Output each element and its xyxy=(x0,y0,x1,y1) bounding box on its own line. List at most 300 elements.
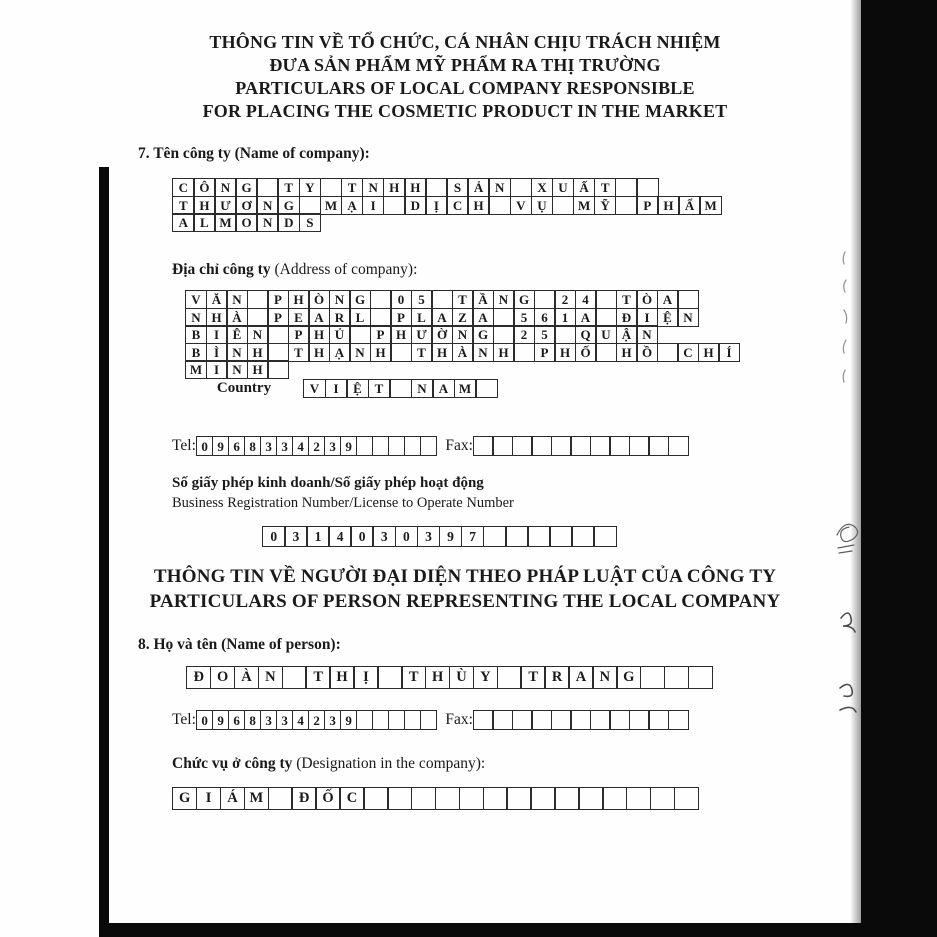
char-cell: C xyxy=(172,178,195,197)
char-cell: Ủ xyxy=(329,325,351,344)
char-cell: V xyxy=(185,290,207,309)
empty-cell xyxy=(570,436,591,456)
designation-grid xyxy=(172,787,699,810)
char-cell: Ạ xyxy=(329,343,351,362)
char-cell: P xyxy=(636,196,659,215)
empty-cell xyxy=(420,710,438,730)
char-cell: I xyxy=(206,325,228,344)
char-row xyxy=(185,325,740,344)
char-cell: N xyxy=(472,343,494,362)
char-cell: T xyxy=(341,178,364,197)
char-row xyxy=(172,196,722,215)
char-cell: Ê xyxy=(226,325,248,344)
empty-cell xyxy=(570,710,591,730)
company-fax-label: Fax: xyxy=(445,437,473,454)
empty-cell xyxy=(388,710,406,730)
person-fax-label: Fax: xyxy=(445,711,473,728)
char-cell: I xyxy=(206,360,228,379)
char-cell: T xyxy=(452,290,474,309)
char-cell: G xyxy=(235,178,258,197)
person-tel-label: Tel: xyxy=(172,711,196,728)
char-row xyxy=(172,213,722,232)
char-cell: 2 xyxy=(554,290,576,309)
char-cell: Ả xyxy=(467,178,490,197)
empty-cell xyxy=(595,290,617,309)
char-cell: I xyxy=(362,196,385,215)
char-cell: H xyxy=(657,196,680,215)
char-cell: H xyxy=(390,325,412,344)
empty-cell xyxy=(677,290,699,309)
empty-cell xyxy=(372,710,390,730)
char-cell: 0 xyxy=(395,526,419,547)
char-cell: Ấ xyxy=(573,178,596,197)
char-cell: T xyxy=(368,379,391,398)
char-cell: S xyxy=(299,213,322,232)
char-cell: M xyxy=(699,196,722,215)
empty-cell xyxy=(668,436,689,456)
company-name-label-vi: 7. Tên công ty xyxy=(138,145,231,162)
char-cell: P xyxy=(267,308,289,327)
char-cell: V xyxy=(303,379,326,398)
empty-cell xyxy=(510,178,533,197)
representative-heading-en: PARTICULARS OF PERSON REPRESENTING THE LOCAL COMPANY xyxy=(149,590,781,612)
char-cell: 4 xyxy=(292,436,310,456)
char-cell: P xyxy=(534,343,556,362)
empty-cell xyxy=(531,710,552,730)
empty-cell xyxy=(648,436,669,456)
char-cell: Ư xyxy=(411,325,433,344)
char-cell: À xyxy=(234,666,259,689)
char-cell: B xyxy=(185,343,207,362)
form-title-line-en-2: FOR PLACING THE COSMETIC PRODUCT IN THE MARKET xyxy=(202,101,728,121)
char-cell: 3 xyxy=(260,436,278,456)
empty-cell xyxy=(530,787,555,810)
char-cell: M xyxy=(244,787,269,810)
char-cell: N xyxy=(636,325,658,344)
designation-label xyxy=(172,755,485,773)
char-cell: V xyxy=(510,196,533,215)
empty-cell xyxy=(389,379,412,398)
char-cell: N xyxy=(258,666,283,689)
char-row xyxy=(196,710,438,730)
scan-left-bar xyxy=(99,167,109,937)
char-cell: Í xyxy=(718,343,740,362)
char-cell: E xyxy=(288,308,310,327)
char-cell: T xyxy=(305,666,330,689)
char-cell: 1 xyxy=(554,308,576,327)
char-cell: I xyxy=(196,787,221,810)
margin-squiggle-1 xyxy=(841,613,855,632)
char-cell: Ệ xyxy=(657,308,679,327)
char-cell: D xyxy=(277,213,300,232)
char-cell: C xyxy=(677,343,699,362)
char-cell: Ù xyxy=(449,666,474,689)
char-cell: H xyxy=(493,343,515,362)
representative-heading-vi: THÔNG TIN VỀ NGƯỜI ĐẠI DIỆN THEO PHÁP LUẬT CỦA CÔNG TY xyxy=(153,566,777,587)
company-name-grid xyxy=(172,178,722,232)
empty-cell xyxy=(590,436,611,456)
char-cell: I xyxy=(636,308,658,327)
char-cell: Ụ xyxy=(531,196,554,215)
empty-cell xyxy=(349,325,371,344)
char-cell: À xyxy=(226,308,248,327)
char-cell: A xyxy=(431,308,453,327)
person-name-label xyxy=(138,636,341,654)
char-cell: Ố xyxy=(575,343,597,362)
char-cell: 1 xyxy=(306,526,330,547)
char-cell: T xyxy=(520,666,545,689)
empty-cell xyxy=(493,308,515,327)
char-cell: O xyxy=(210,666,235,689)
empty-cell xyxy=(551,436,572,456)
char-cell: 8 xyxy=(244,436,262,456)
empty-cell xyxy=(626,787,651,810)
char-cell: H xyxy=(431,343,453,362)
char-cell: Ố xyxy=(315,787,340,810)
char-cell: 0 xyxy=(196,710,214,730)
person-name-label-en: (Name of person): xyxy=(217,636,341,653)
empty-cell xyxy=(609,710,630,730)
company-address-label xyxy=(172,261,417,279)
empty-cell xyxy=(268,787,293,810)
empty-cell xyxy=(492,710,513,730)
char-cell: 5 xyxy=(534,325,556,344)
char-row xyxy=(303,379,498,398)
empty-cell xyxy=(571,526,595,547)
empty-cell xyxy=(640,666,665,689)
char-cell: H xyxy=(206,308,228,327)
char-cell: N xyxy=(362,178,385,197)
char-cell: M xyxy=(185,360,207,379)
char-cell: G xyxy=(277,196,300,215)
empty-cell xyxy=(674,787,699,810)
char-cell: 3 xyxy=(324,436,342,456)
empty-cell xyxy=(387,787,412,810)
empty-cell xyxy=(534,290,556,309)
license-label-en: Business Registration Number/License to Operate Number xyxy=(172,494,514,511)
char-cell: M xyxy=(214,213,237,232)
char-row xyxy=(473,710,689,730)
char-cell: Ô xyxy=(193,178,216,197)
char-cell: Ư xyxy=(214,196,237,215)
char-cell: N xyxy=(329,290,351,309)
char-cell: 2 xyxy=(308,436,326,456)
empty-cell xyxy=(372,436,390,456)
company-tel-fax-row xyxy=(172,436,689,456)
company-address-label-vi: Địa chỉ công ty xyxy=(172,261,271,278)
empty-cell xyxy=(497,666,522,689)
char-cell: 8 xyxy=(244,710,262,730)
empty-cell xyxy=(488,196,511,215)
char-cell: D xyxy=(404,196,427,215)
empty-cell xyxy=(247,308,269,327)
empty-cell xyxy=(282,666,307,689)
char-cell: Đ xyxy=(291,787,316,810)
char-cell: H xyxy=(404,178,427,197)
empty-cell xyxy=(370,290,392,309)
designation-label-vi: Chức vụ ở công ty xyxy=(172,755,293,772)
char-cell: P xyxy=(267,290,289,309)
empty-cell xyxy=(595,308,617,327)
company-tel-grid xyxy=(196,436,438,456)
empty-cell xyxy=(609,436,630,456)
char-cell: A xyxy=(472,308,494,327)
char-cell: C xyxy=(446,196,469,215)
char-cell: N xyxy=(452,325,474,344)
char-cell: Ầ xyxy=(472,290,494,309)
char-cell: 6 xyxy=(228,436,246,456)
char-cell: T xyxy=(277,178,300,197)
empty-cell xyxy=(551,710,572,730)
empty-cell xyxy=(636,178,659,197)
char-cell: L xyxy=(349,308,371,327)
char-cell: 0 xyxy=(390,290,412,309)
empty-cell xyxy=(492,436,513,456)
char-cell: T xyxy=(172,196,195,215)
char-cell: T xyxy=(616,290,638,309)
char-cell: 4 xyxy=(575,290,597,309)
char-cell: S xyxy=(446,178,469,197)
char-cell: Ậ xyxy=(616,325,638,344)
empty-cell xyxy=(459,787,484,810)
char-cell: 5 xyxy=(513,308,535,327)
char-row xyxy=(185,343,740,362)
char-cell: A xyxy=(172,213,195,232)
char-cell: X xyxy=(531,178,554,197)
char-cell: G xyxy=(472,325,494,344)
empty-cell xyxy=(602,787,627,810)
char-row xyxy=(196,436,438,456)
char-cell: Ị xyxy=(425,196,448,215)
char-cell: 9 xyxy=(439,526,463,547)
empty-cell xyxy=(320,178,343,197)
char-cell: N xyxy=(592,666,617,689)
char-cell: 4 xyxy=(292,710,310,730)
char-cell: Ơ xyxy=(235,196,258,215)
char-cell: 3 xyxy=(284,526,308,547)
empty-cell xyxy=(411,787,436,810)
empty-cell xyxy=(267,360,289,379)
char-cell: 3 xyxy=(276,710,294,730)
char-cell: H xyxy=(370,343,392,362)
char-cell: H xyxy=(288,290,310,309)
char-cell: 6 xyxy=(534,308,556,327)
char-cell: P xyxy=(370,325,392,344)
empty-cell xyxy=(475,379,498,398)
char-cell: N xyxy=(226,360,248,379)
country-row xyxy=(185,379,498,398)
char-cell: A xyxy=(657,290,679,309)
char-cell: P xyxy=(390,308,412,327)
char-cell: M xyxy=(320,196,343,215)
license-labels xyxy=(172,474,514,513)
empty-cell xyxy=(267,343,289,362)
char-cell: R xyxy=(544,666,569,689)
empty-cell xyxy=(420,436,438,456)
char-cell: B xyxy=(185,325,207,344)
empty-cell xyxy=(531,436,552,456)
char-cell: N xyxy=(256,196,279,215)
char-cell: T xyxy=(401,666,426,689)
char-cell: 9 xyxy=(340,710,358,730)
char-cell: T xyxy=(288,343,310,362)
char-cell: Ệ xyxy=(346,379,369,398)
company-name-label xyxy=(138,145,370,163)
empty-cell xyxy=(370,308,392,327)
char-cell: U xyxy=(595,325,617,344)
char-cell: H xyxy=(554,343,576,362)
char-cell: 4 xyxy=(328,526,352,547)
char-cell: Đ xyxy=(616,308,638,327)
char-row xyxy=(185,360,740,379)
char-cell: G xyxy=(616,666,641,689)
form-title xyxy=(105,31,825,123)
char-cell: 9 xyxy=(212,710,230,730)
char-cell: 5 xyxy=(411,290,433,309)
company-fax-grid xyxy=(473,436,689,456)
char-cell: 0 xyxy=(196,436,214,456)
char-cell: Ạ xyxy=(341,196,364,215)
char-cell: A xyxy=(432,379,455,398)
empty-cell xyxy=(554,787,579,810)
empty-cell xyxy=(388,436,406,456)
company-address-grid xyxy=(185,290,740,379)
empty-cell xyxy=(256,178,279,197)
char-cell: C xyxy=(339,787,364,810)
char-cell: Á xyxy=(220,787,245,810)
char-cell: 0 xyxy=(262,526,286,547)
empty-cell xyxy=(595,343,617,362)
empty-cell xyxy=(506,787,531,810)
char-cell: Ì xyxy=(206,343,228,362)
char-cell: Z xyxy=(452,308,474,327)
empty-cell xyxy=(552,196,575,215)
char-cell: N xyxy=(226,290,248,309)
char-cell: H xyxy=(329,666,354,689)
empty-cell xyxy=(390,343,412,362)
person-tel-fax-row xyxy=(172,710,689,730)
char-row xyxy=(185,290,740,309)
form-title-line-vi-2: ĐƯA SẢN PHẨM MỸ PHẨM RA THỊ TRƯỜNG xyxy=(269,55,661,75)
char-cell: L xyxy=(411,308,433,327)
char-cell: N xyxy=(185,308,207,327)
empty-cell xyxy=(404,710,422,730)
char-row xyxy=(172,178,722,197)
char-cell: M xyxy=(454,379,477,398)
char-cell: Q xyxy=(575,325,597,344)
empty-cell xyxy=(435,787,460,810)
empty-cell xyxy=(404,436,422,456)
empty-cell xyxy=(363,787,388,810)
char-cell: Ờ xyxy=(431,325,453,344)
char-cell: 7 xyxy=(461,526,485,547)
empty-cell xyxy=(590,710,611,730)
char-cell: 3 xyxy=(324,710,342,730)
representative-heading xyxy=(105,565,825,614)
empty-cell xyxy=(593,526,617,547)
company-address-label-en: (Address of company): xyxy=(270,261,418,278)
char-cell: N xyxy=(214,178,237,197)
char-cell: N xyxy=(247,325,269,344)
char-cell: Ă xyxy=(206,290,228,309)
empty-cell xyxy=(668,710,689,730)
char-row xyxy=(185,308,740,327)
empty-cell xyxy=(493,325,515,344)
char-cell: 9 xyxy=(340,436,358,456)
person-name-label-vi: 8. Họ và tên xyxy=(138,636,218,653)
char-cell: Đ xyxy=(186,666,211,689)
margin-squiggle-2 xyxy=(840,684,856,712)
char-cell: G xyxy=(349,290,371,309)
char-cell: 2 xyxy=(513,325,535,344)
empty-cell xyxy=(483,526,507,547)
empty-cell xyxy=(650,787,675,810)
char-cell: N xyxy=(411,379,434,398)
scan-right-band xyxy=(861,0,937,937)
char-cell: N xyxy=(226,343,248,362)
char-cell: 3 xyxy=(276,436,294,456)
char-cell: U xyxy=(552,178,575,197)
empty-cell xyxy=(473,436,494,456)
char-cell: À xyxy=(452,343,474,362)
empty-cell xyxy=(483,787,508,810)
empty-cell xyxy=(431,290,453,309)
char-cell: 3 xyxy=(372,526,396,547)
empty-cell xyxy=(505,526,529,547)
empty-cell xyxy=(664,666,689,689)
char-cell: N xyxy=(488,178,511,197)
empty-cell xyxy=(549,526,573,547)
char-cell: H xyxy=(193,196,216,215)
char-cell: Ồ xyxy=(636,343,658,362)
char-row xyxy=(172,787,699,810)
char-cell: M xyxy=(573,196,596,215)
char-row xyxy=(262,526,617,547)
char-cell: Ỹ xyxy=(594,196,617,215)
empty-cell xyxy=(267,325,289,344)
char-cell: N xyxy=(677,308,699,327)
char-cell: H xyxy=(308,325,330,344)
char-cell: 6 xyxy=(228,710,246,730)
char-cell: G xyxy=(513,290,535,309)
empty-cell xyxy=(377,666,402,689)
char-cell: 0 xyxy=(350,526,374,547)
char-cell: H xyxy=(616,343,638,362)
empty-cell xyxy=(648,710,669,730)
char-cell: I xyxy=(325,379,348,398)
empty-cell xyxy=(383,196,406,215)
person-name-grid xyxy=(186,666,713,689)
empty-cell xyxy=(425,178,448,197)
char-cell: H xyxy=(698,343,720,362)
empty-cell xyxy=(629,436,650,456)
char-cell: H xyxy=(247,343,269,362)
char-cell: G xyxy=(172,787,197,810)
char-cell: H xyxy=(247,360,269,379)
empty-cell xyxy=(578,787,603,810)
char-cell: Y xyxy=(299,178,322,197)
char-cell: Ẩ xyxy=(678,196,701,215)
empty-cell xyxy=(554,325,576,344)
form-title-line-en-1: PARTICULARS OF LOCAL COMPANY RESPONSIBLE xyxy=(235,78,695,98)
empty-cell xyxy=(512,710,533,730)
char-cell: 3 xyxy=(260,710,278,730)
designation-label-en: (Designation in the company): xyxy=(292,755,486,772)
char-cell: Ò xyxy=(308,290,330,309)
char-cell: T xyxy=(594,178,617,197)
margin-scribble-marks xyxy=(843,252,846,382)
char-cell: N xyxy=(493,290,515,309)
